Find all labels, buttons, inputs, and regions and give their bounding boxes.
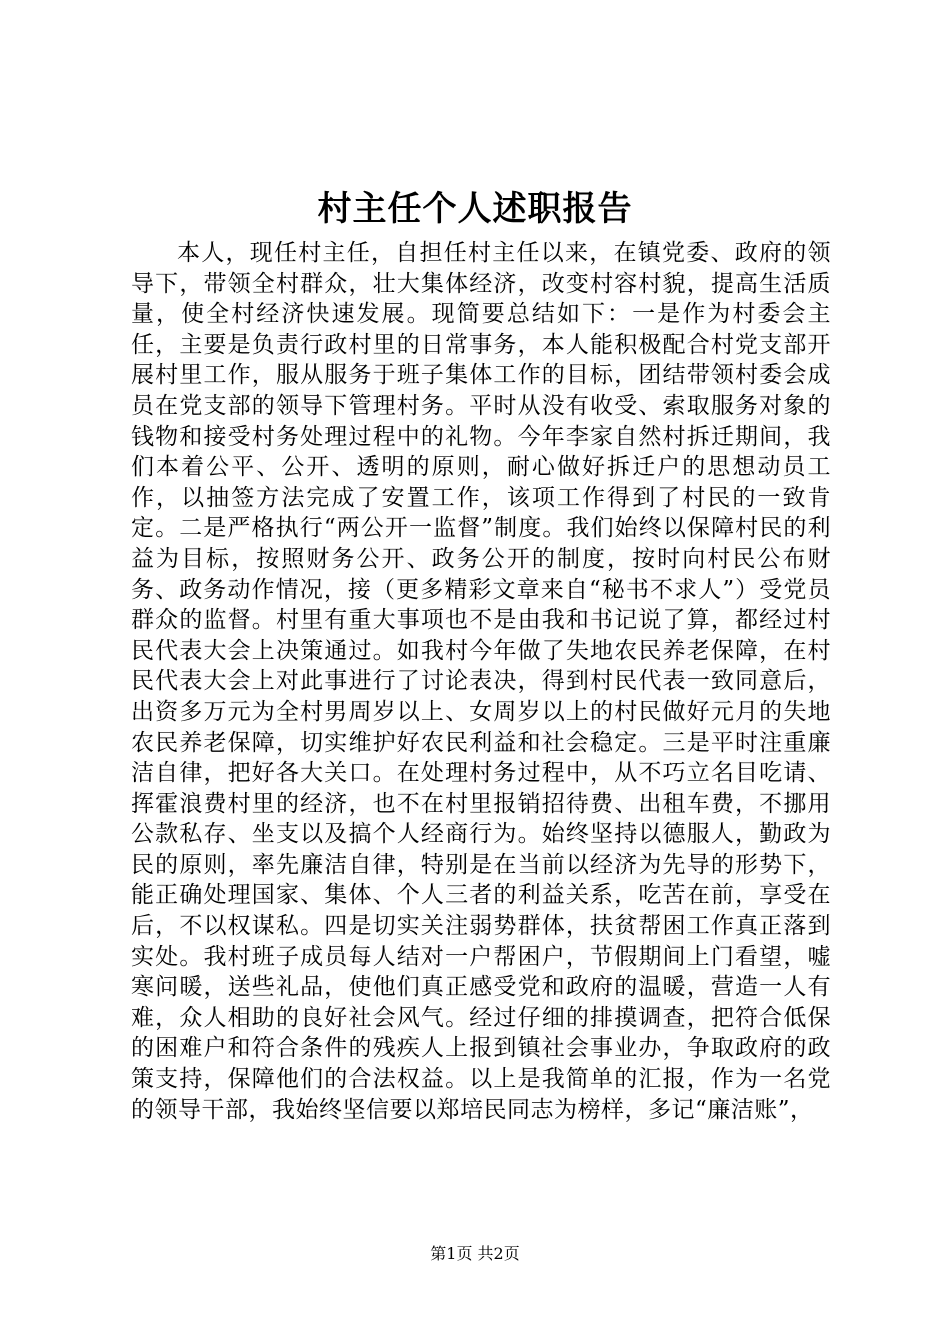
- document-body-paragraph: 本人，现任村主任，自担任村主任以来，在镇党委、政府的领导下，带领全村群众，壮大集体经济，改变村容村貌，提高生活质量，使全村经济快速发展。现简要总结如下：一是作为村委会主任，主要是负责行政村里的日常事务，本人能积极配合村党支部开展村里工作，服从服务于班子集体工作的目标，团结带领村委会成员在党支部的领导下管理村务。平时从没有收受、索取服务对象的钱物和接受村务处理过程中的礼物。今年李家自然村拆迁期间，我们本着公平、公开、透明的原则，耐心做好拆迁户的思想动员工作，以抽签方法完成了安置工作，该项工作得到了村民的一致肯定。二是严格执行“两公开一监督”制度。我们始终以保障村民的利益为目标，按照财务公开、政务公开的制度，按时向村民公布财务、政务动作情况，接（更多精彩文章来自“秘书不求人”）受党员群众的监督。村里有重大事项也不是由我和书记说了算，都经过村民代表大会上决策通过。如我村今年做了失地农民养老保障，在村民代表大会上对此事进行了讨论表决，得到村民代表一致同意后，出资多万元为全村男周岁以上、女周岁以上的村民做好元月的失地农民养老保障，切实维护好农民利益和社会稳定。三是平时注重廉洁自律，把好各大关口。在处理村务过程中，从不巧立名目吃请、挥霍浪费村里的经济，也不在村里报销招待费、出租车费，不挪用公款私存、坐支以及搞个人经商行为。始终坚持以德服人，勤政为民的原则，率先廉洁自律，特别是在当前以经济为先导的形势下，能正确处理国家、集体、个人三者的利益关系，吃苦在前，享受在后，不以权谋私。四是切实关注弱势群体，扶贫帮困工作真正落到实处。我村班子成员每人结对一户帮困户，节假期间上门看望，嘘寒问暖，送些礼品，使他们真正感受党和政府的温暖，营造一人有难，众人相助的良好社会风气。经过仔细的排摸调查，把符合低保的困难户和符合条件的残疾人上报到镇社会事业办，争取政府的政策支持，保障他们的合法权益。以上是我简单的汇报，作为一名党的领导干部，我始终坚信要以郑培民同志为榜样，多记“廉洁账”，: [131, 240, 831, 1123]
- document-title: 村主任个人述职报告: [317, 189, 633, 229]
- page-number-footer: 第1页 共2页: [430, 1244, 520, 1263]
